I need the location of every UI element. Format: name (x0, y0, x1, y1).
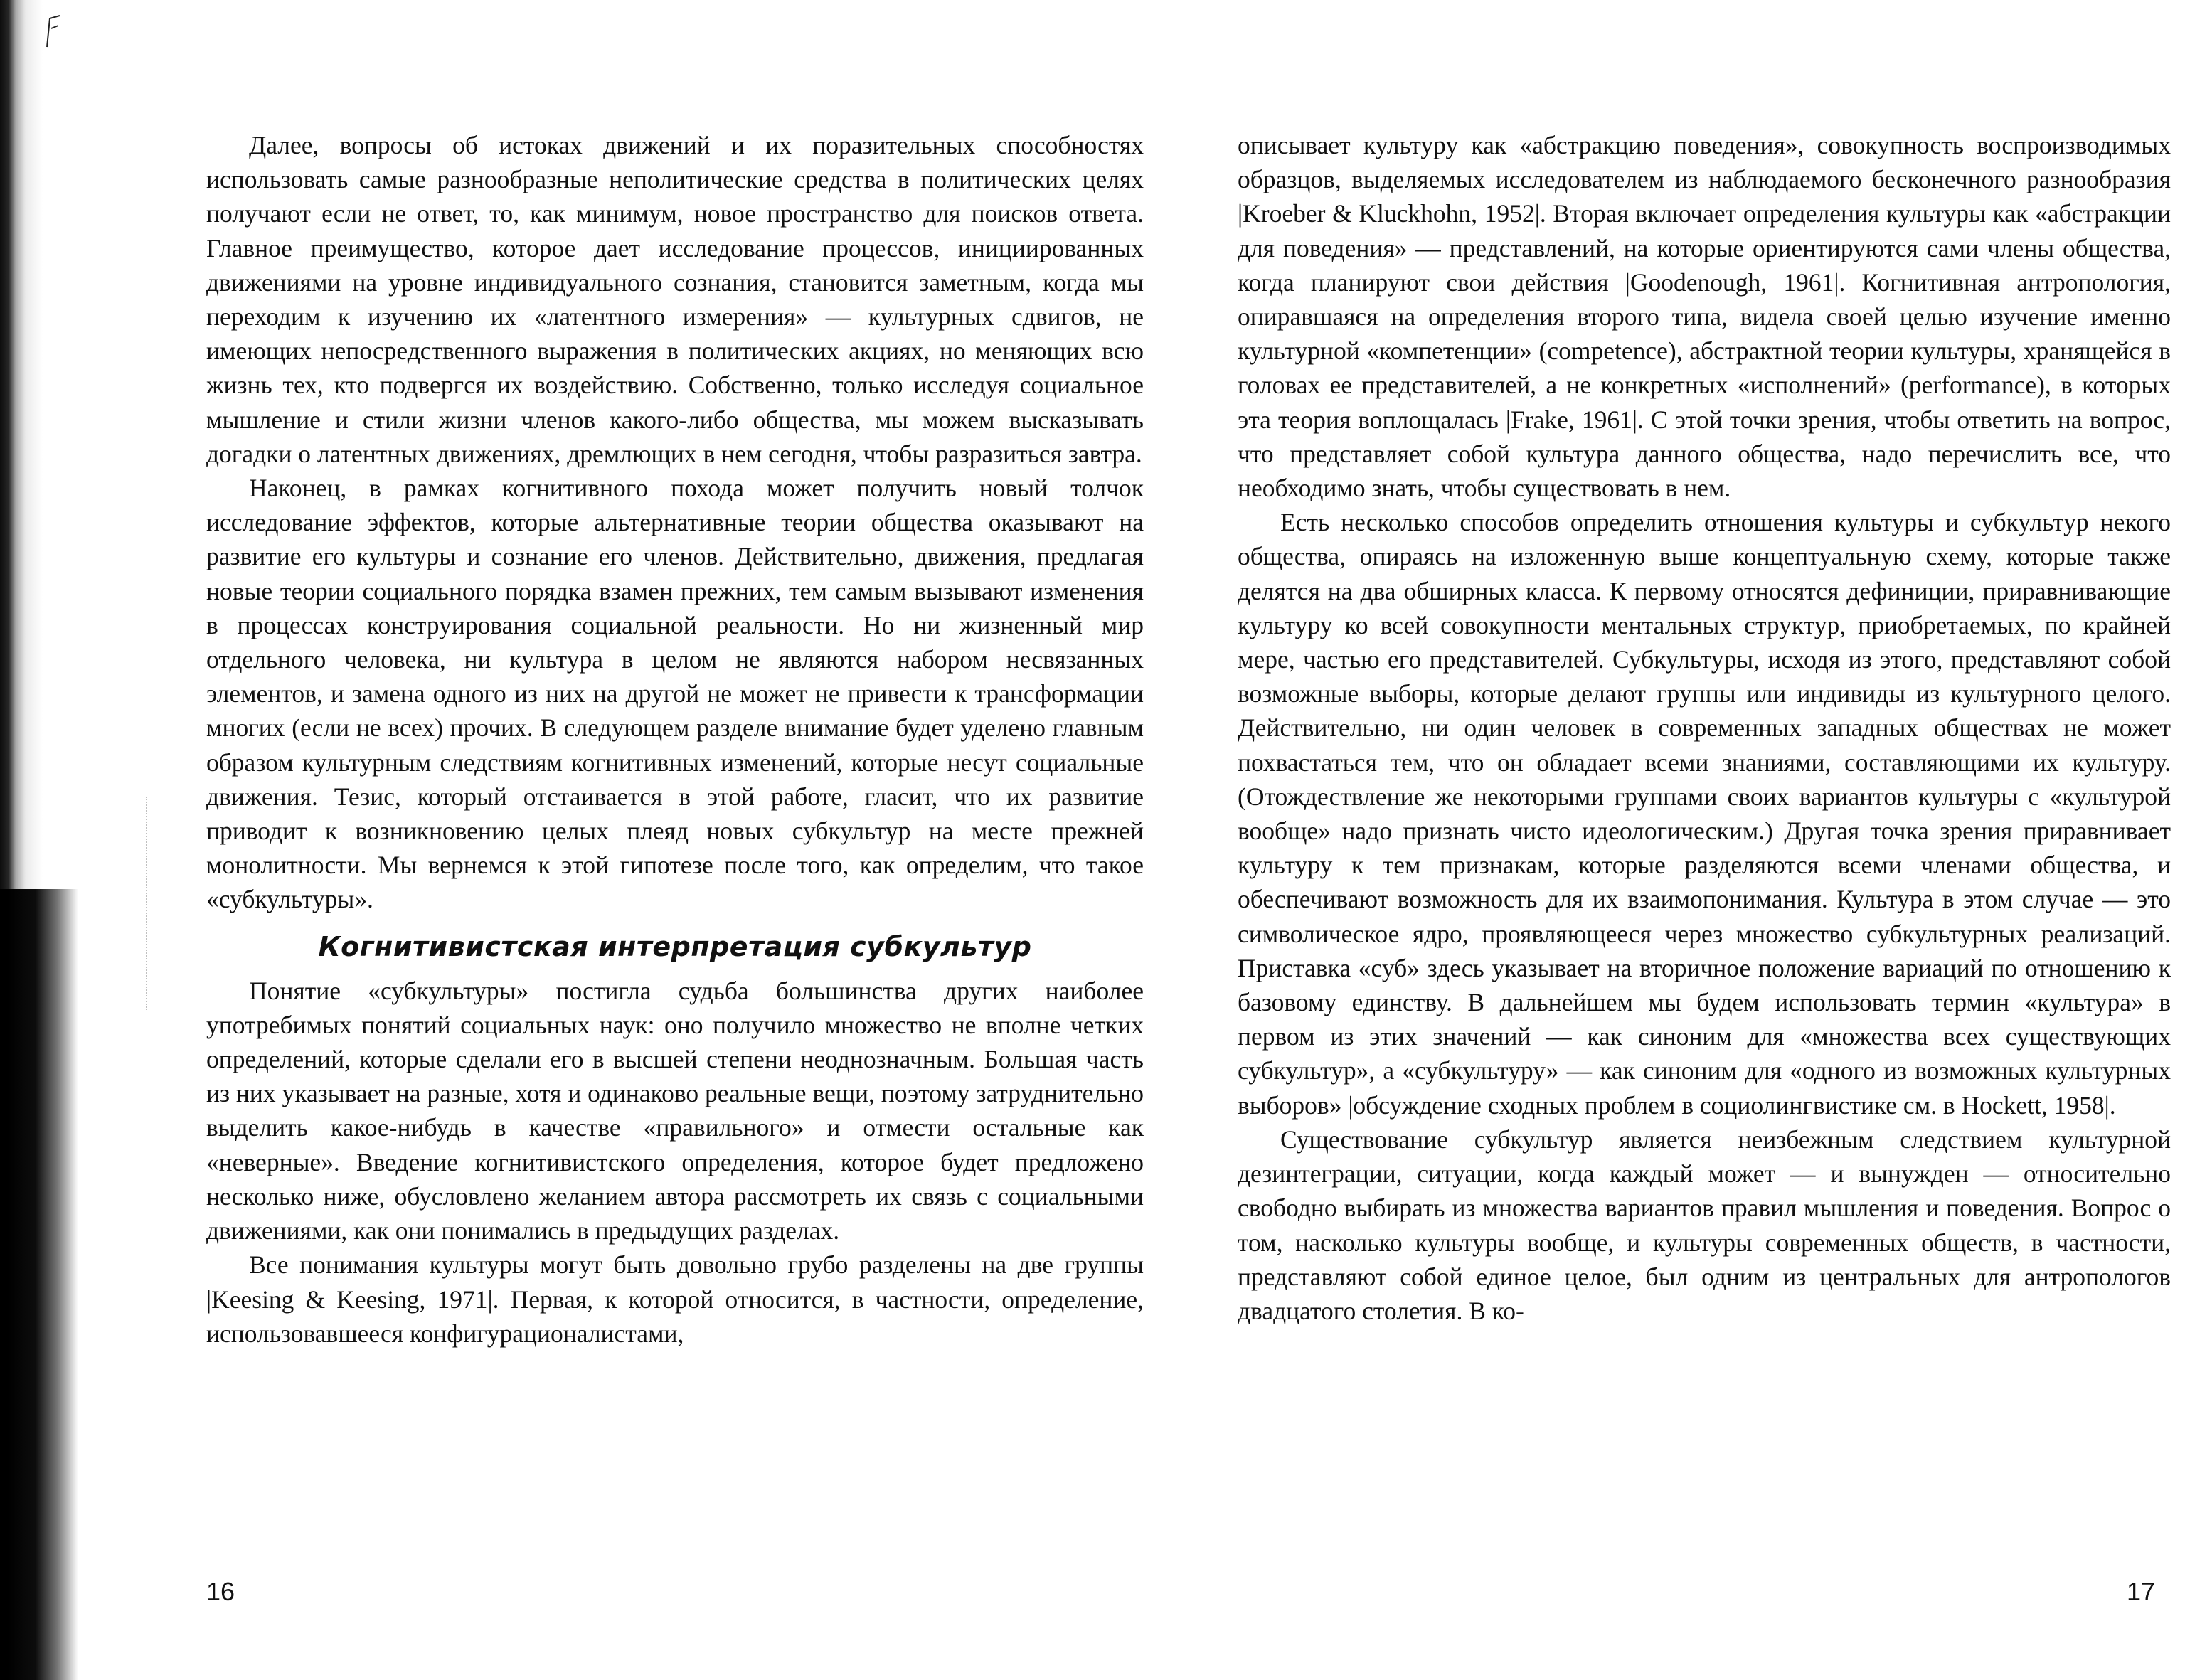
section-heading: Когнитивистская интерпретация субкультур (318, 930, 1032, 962)
left-paragraph-3: Понятие «субкультуры» постигла судьба большинства других наиболее употребимых понятий социальных наук: оно получило множество не вполне четких определений, которые сделали его в высшей степени неоднозначным. Большая часть из них указывает на разные, хотя и одинаково реальные вещи, поэтому затруднительно выделить какое-нибудь в качестве «правильного» и отмести остальные как «неверные». Введение когнитивистского определения, которое будет предложено несколько ниже, обусловлено желанием автора рассмотреть их связь с социальными движениями, как они понимались в предыдущих разделах. (206, 976, 1144, 1245)
left-page-number: 16 (206, 1577, 235, 1606)
left-page (206, 128, 1144, 1351)
scan-binding-dark-edge (0, 889, 78, 1680)
left-paragraph-2: Наконец, в рамках когнитивного похода может получить новый толчок исследование эффектов, которые альтернативные теории общества оказывают на развитие его культуры и сознание его членов. Действительно, движения, предлагая новые теории социального порядка взамен прежних, тем самым вызывают изменения в процессах конструирования социальной реальности. Но ни жизненный мир отдельного человека, ни культура в целом не являются набором несвязанных элементов, и замена одного из них на другой не может не привести к трансформации многих (если не всех) прочих. В следующем разделе внимание будет уделено главным образом культурным следствиям когнитивных изменений, которые несут социальные движения. Тезис, который отстаивается в этой работе, гласит, что их развитие приводит к возникновению целых плеяд новых субкультур на месте прежней монолитности. Мы вернемся к этой гипотезе после того, как определим, что такое «субкультуры». (206, 474, 1144, 914)
right-page-number: 17 (2127, 1577, 2156, 1606)
right-page (1238, 128, 2171, 1328)
left-paragraph-4: Все понимания культуры могут быть довольно грубо разделены на две группы |Keesing & Keesing, 1971|. Первая, к которой относится, в частности, определение, использовавшееся конфигурационалистами, (206, 1250, 1144, 1348)
left-paragraph-1: Далее, вопросы об истоках движений и их поразительных способностях использовать самые разнообразные неполитические средства в политических целях получают если не ответ, то, как минимум, новое пространство для поисков ответа. Главное преимущество, которое дает исследование процессов, инициированных движениями на уровне индивидуального сознания, становится заметным, когда мы переходим к изучению их «латентного измерения» — культурных сдвигов, не имеющих непосредственного выражения в политических акциях, но меняющих всю жизнь тех, кто подвергся их воздействию. Собственно, только исследуя социальное мышление и стили жизни членов какого-либо общества, мы можем высказывать догадки о латентных движениях, дремлющих в нем сегодня, чтобы разразиться завтра. (206, 131, 1144, 468)
scan-corner-mark-icon (44, 14, 65, 50)
right-paragraph-3: Существование субкультур является неизбежным следствием культурной дезинтеграции, ситуации, когда каждый может — и вынужден — относительно свободно выбирать из множества вариантов правил мышления и поведения. Вопрос о том, насколько культуры вообще, и культуры современных обществ, в частности, представляют собой единое целое, был одним из центральных для антропологов двадцатого столетия. В ко- (1238, 1125, 2171, 1325)
right-paragraph-2: Есть несколько способов определить отношения культуры и субкультур некого общества, опираясь на изложенную выше концептуальную схему, которые также делятся на два обширных класса. К первому относятся дефиниции, приравнивающие культуру ко всей совокупности ментальных структур, приобретаемых, по крайней мере, частью его представителей. Субкультуры, исходя из этого, представляют собой возможные выборы, которые делают группы или индивиды из культурного целого. Действительно, ни один человек в современных западных обществах не может похвастаться тем, что он обладает всеми знаниями, составляющими их культуру. (Отождествление же некоторыми группами своих вариантов культуры с «культурой вообще» надо признать чисто идеологическим.) Другая точка зрения приравнивает культуру к тем признакам, которые разделяются всеми членами общества, и обеспечивают возможность для их взаимопонимания. Культура в этом случае — это символическое ядро, проявляющееся через множество субкультурных реализаций. Приставка «суб» здесь указывает на вторичное положение вариаций по отношению к базовому единству. В дальнейшем мы будем использовать термин «культура» в первом из этих значений — как синоним для «множества всех существующих субкультур», а «субкультуру» — как синоним для «одного из возможных культурных выборов» |обсуждение сходных проблем в социолингвистике см. в Hockett, 1958|. (1238, 508, 2171, 1120)
scan-gutter-specks (146, 797, 150, 1010)
right-paragraph-1: описывает культуру как «абстракцию поведения», совокупность воспроизводимых образцов, выделяемых исследователем из наблюдаемого бесконечного разнообразия |Kroeber & Kluckhohn, 1952|. Вторая включает определения культуры как «абстракции для поведения» — представлений, на которые ориентируются сами члены общества, когда планируют свои действия |Goodenough, 1961|. Когнитивная антропология, опиравшаяся на определения второго типа, видела своей целью изучение именно культурной «компетенции» (competence), абстрактной теории культуры, хранящейся в головах ее представителей, а не конкретных «исполнений» (performance), в которых эта теория воплощалась |Frake, 1961|. С этой точки зрения, чтобы ответить на вопрос, что представляет собой культура данного общества, надо перечислить все, что необходимо знать, чтобы существовать в нем. (1238, 131, 2171, 503)
